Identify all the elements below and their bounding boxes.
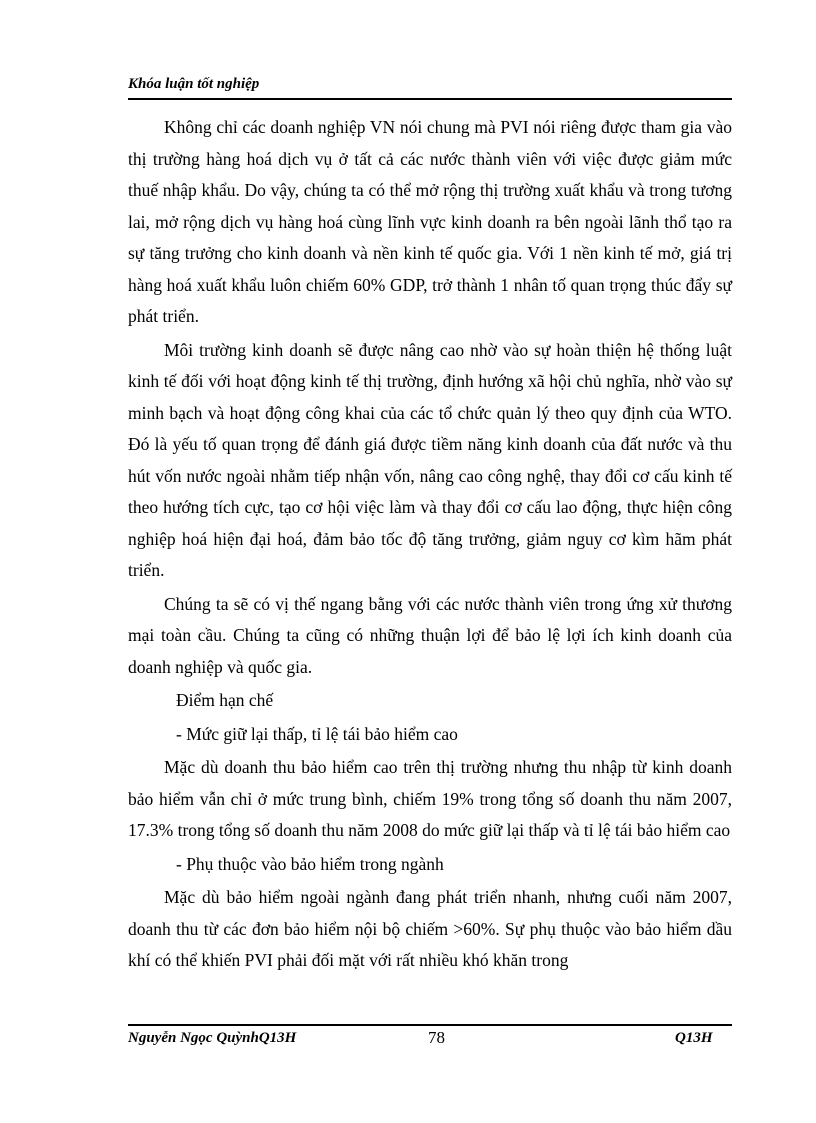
page-body (128, 112, 732, 979)
limitation-point-2-text: Mặc dù bảo hiểm ngoài ngành đang phát triển nhanh, nhưng cuối năm 2007, doanh thu từ các đơn bảo hiểm nội bộ chiếm >60%. Sự phụ thuộc vào bảo hiểm dầu khí có thể khiến PVI phải đối mặt với rất nhiều khó khăn trong (128, 887, 732, 970)
page-number: 78 (428, 1028, 445, 1047)
limitation-point-1-text: Mặc dù doanh thu bảo hiểm cao trên thị trường nhưng thu nhập từ kinh doanh bảo hiểm vẫn chỉ ở mức trung bình, chiếm 19% trong tổng số doanh thu năm 2007, 17.3% trong tổng số doanh thu năm 2008 do mức giữ lại thấp và tỉ lệ tái bảo hiểm cao (128, 757, 732, 840)
paragraph-business-environment: Môi trường kinh doanh sẽ được nâng cao nhờ vào sự hoàn thiện hệ thống luật kinh tế đối với hoạt động kinh tế thị trường, định hướng xã hội chủ nghĩa, nhờ vào sự minh bạch và hoạt động công khai của các tổ chức quản lý theo quy định của WTO. Đó là yếu tố quan trọng để đánh giá được tiềm năng kinh doanh của đất nước và thu hút vốn nước ngoài nhằm tiếp nhận vốn, nâng cao công nghệ, thay đổi cơ cấu kinh tế theo hướng tích cực, tạo cơ hội việc làm và thay đổi cơ cấu lao động, thực hiện công nghiệp hoá hiện đại hoá, đảm bảo tốc độ tăng trưởng, giảm nguy cơ kìm hãm phát triển. (128, 339, 732, 580)
paragraph-global-position: Chúng ta sẽ có vị thế ngang bằng với các nước thành viên trong ứng xử thương mại toàn cầu. Chúng ta cũng có những thuận lợi để bảo lệ lợi ích kinh doanh của doanh nghiệp và quốc gia. (128, 593, 732, 677)
footer-author: Nguyễn Ngọc QuỳnhQ13H (128, 1030, 297, 1046)
page-header (128, 74, 732, 100)
limitation-point-1-title: - Mức giữ lại thấp, tỉ lệ tái bảo hiểm cao (176, 723, 458, 744)
header-title: Khóa luận tốt nghiệp (128, 76, 260, 92)
paragraph-trade-access: Không chỉ các doanh nghiệp VN nói chung mà PVI nói riêng được tham gia vào thị trường hàng hoá dịch vụ ở tất cả các nước thành viên với việc được giảm mức thuế nhập khẩu. Do vậy, chúng ta có thể mở rộng thị trường xuất khẩu và trong tương lai, mở rộng dịch vụ hàng hoá cùng lĩnh vực kinh doanh ra bên ngoài lãnh thổ tạo ra sự tăng trưởng cho kinh doanh và nền kinh tế quốc gia. Với 1 nền kinh tế mở, giá trị hàng hoá xuất khẩu luôn chiếm 60% GDP, trở thành 1 nhân tố quan trọng thúc đẩy sự phát triển. (128, 117, 732, 326)
footer-class-code: Q13H (675, 1030, 713, 1046)
limitation-point-2-title: - Phụ thuộc vào bảo hiểm trong ngành (176, 853, 444, 874)
limitations-heading: Điểm hạn chế (176, 690, 274, 710)
footer-divider (128, 1024, 732, 1026)
